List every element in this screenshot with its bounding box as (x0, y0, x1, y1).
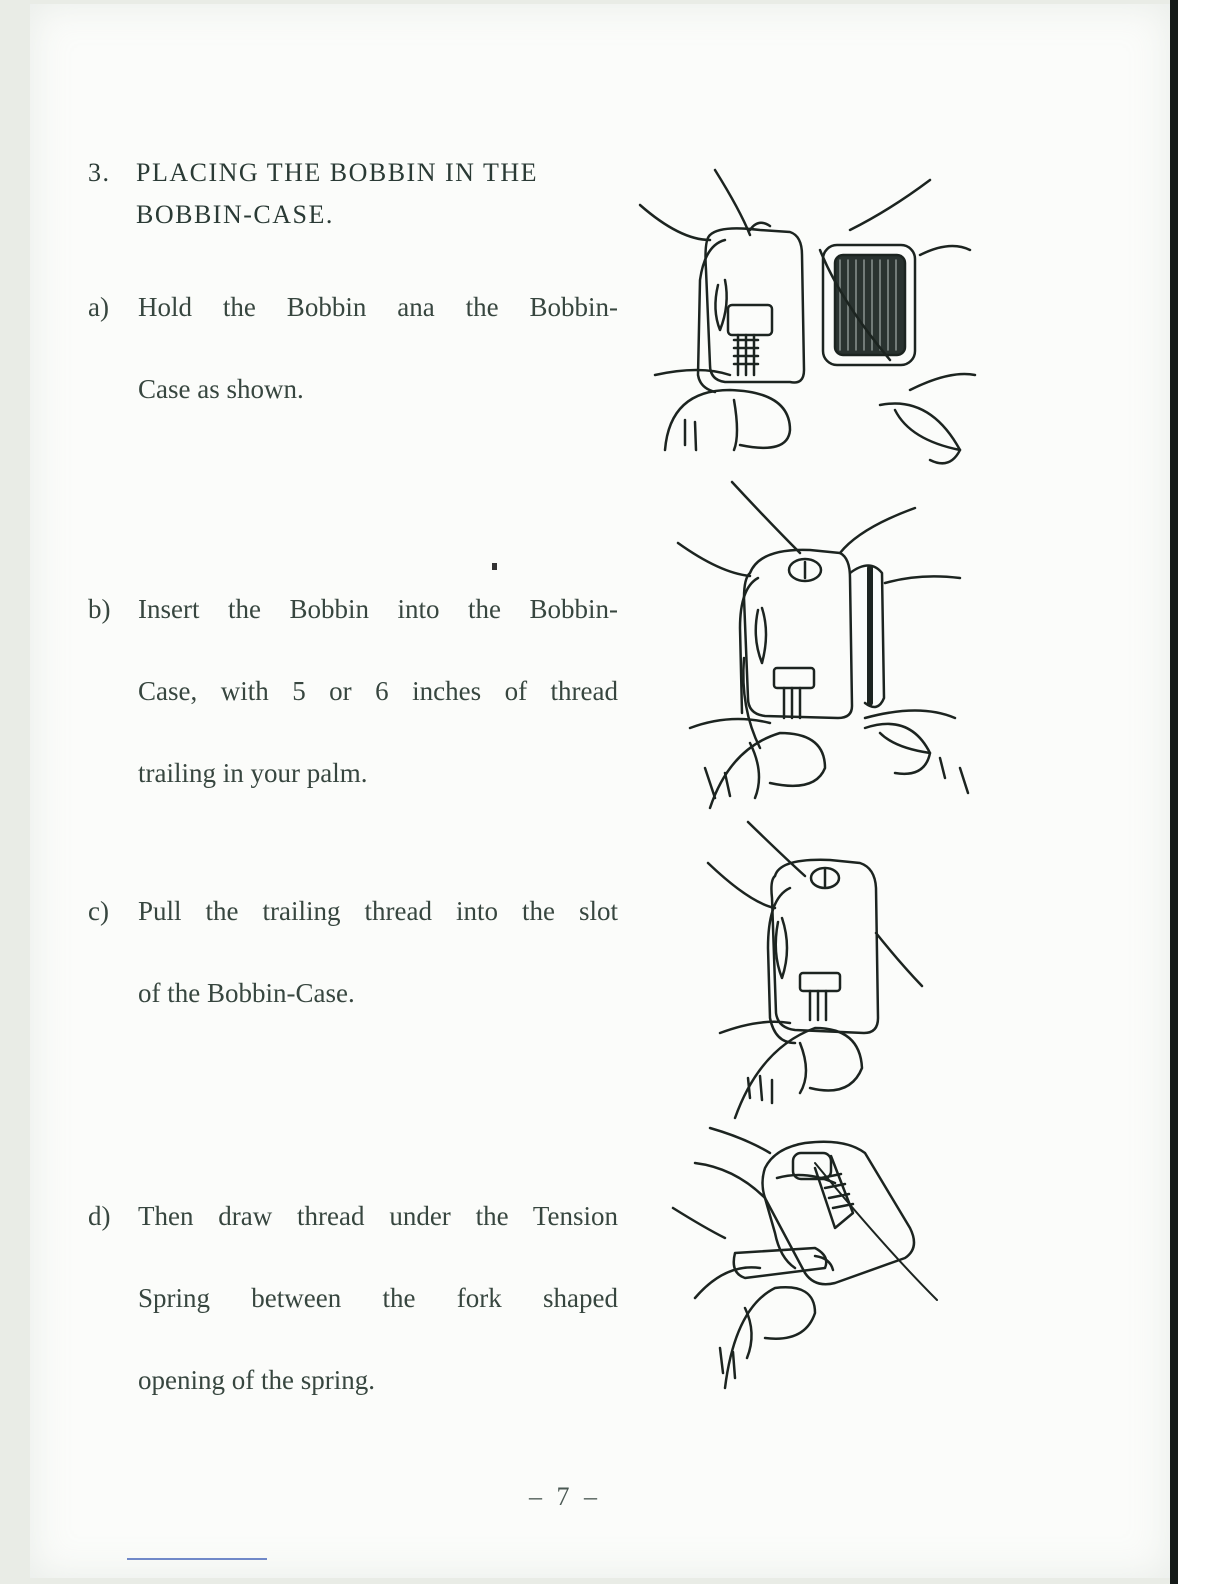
bottom-rule (127, 1558, 267, 1560)
thread-under-spring-icon (665, 1108, 955, 1398)
step-text-line: Case, with 5 or 6 inches of thread (138, 676, 618, 706)
section-number: 3. (88, 158, 111, 187)
step-text-line: Then draw thread under the Tension (138, 1201, 618, 1231)
step-a (88, 287, 618, 410)
print-speck (492, 563, 497, 570)
thread-in-slot-icon (700, 818, 940, 1128)
step-text-line: trailing in your palm. (138, 758, 368, 788)
bobbin-inserted-icon (670, 478, 970, 818)
section-title-line2: BOBBIN-CASE. (136, 200, 334, 229)
page-number: – 7 – (529, 1482, 601, 1511)
step-text-line: Insert the Bobbin into the Bobbin- (138, 594, 618, 624)
step-text-line: Pull the trailing thread into the slot (138, 896, 618, 926)
step-label: d) (88, 1201, 111, 1231)
page-edge (1170, 0, 1178, 1584)
step-text-line: Hold the Bobbin ana the Bobbin- (138, 292, 618, 322)
step-text-line: Spring between the fork shaped (138, 1283, 618, 1313)
step-text-line: opening of the spring. (138, 1365, 375, 1395)
bobbin-and-case-held-icon (630, 160, 990, 480)
section-title-line1: PLACING THE BOBBIN IN THE (136, 158, 538, 187)
step-label: c) (88, 896, 109, 926)
step-label: b) (88, 594, 111, 624)
step-b (88, 589, 618, 794)
scan-margin (1178, 0, 1224, 1584)
step-d (88, 1196, 618, 1401)
section-heading (88, 152, 608, 236)
step-c (88, 891, 618, 1014)
step-text-line: of the Bobbin-Case. (138, 978, 355, 1008)
step-text-line: Case as shown. (138, 374, 304, 404)
step-label: a) (88, 292, 109, 322)
